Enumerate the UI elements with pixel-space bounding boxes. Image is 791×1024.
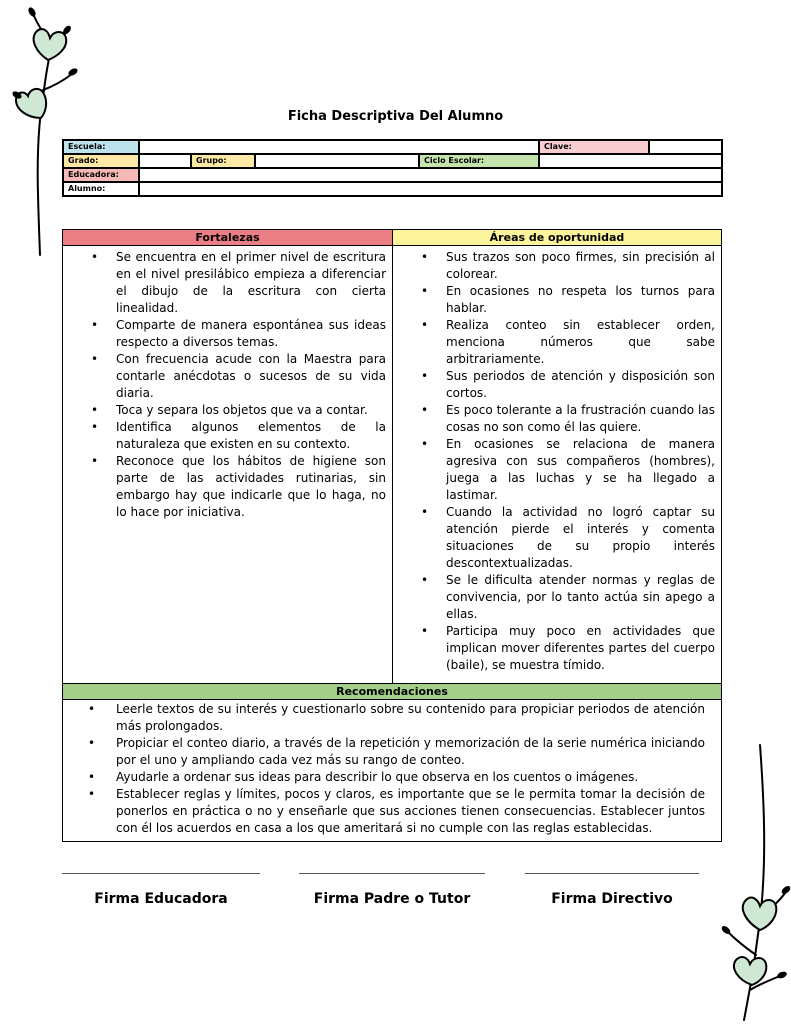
list-item: • Ayudarle a ordenar sus ideas para describir lo que observa en los cuentos o imágenes. <box>78 769 705 786</box>
escuela-field[interactable] <box>139 140 539 154</box>
recomendaciones-list <box>63 700 721 837</box>
ciclo-escolar-label: Ciclo Escolar: <box>419 154 539 168</box>
list-item: • Sus trazos son poco firmes, sin precisión al colorear. <box>411 249 715 283</box>
fortalezas-cell <box>63 246 392 684</box>
clave-label: Clave: <box>539 140 649 154</box>
signature-line-directivo <box>525 873 699 874</box>
firma-directivo-label: Firma Directivo <box>551 891 673 907</box>
signature-line-padre <box>299 873 485 874</box>
list-item: • Propiciar el conteo diario, a través de la repetición y memorización de la serie numérica iniciando por el uno y ampliando cada vez más su rango de conteo. <box>78 735 705 769</box>
list-item: • En ocasiones no respeta los turnos para hablar. <box>411 283 715 317</box>
educadora-label: Educadora: <box>63 168 139 182</box>
recomendaciones-cell <box>63 700 721 841</box>
ciclo-escolar-field[interactable] <box>539 154 722 168</box>
list-item: • En ocasiones se relaciona de manera agresiva con sus compañeros (hombres), juega a las luchas y se ha llegado a lastimar. <box>411 436 715 504</box>
firma-padre-label: Firma Padre o Tutor <box>313 891 471 907</box>
recomendaciones-header: Recomendaciones <box>63 684 721 700</box>
areas-oportunidad-cell <box>393 246 721 684</box>
alumno-field[interactable] <box>139 182 722 196</box>
educadora-field[interactable] <box>139 168 722 182</box>
firma-educadora-label: Firma Educadora <box>94 891 228 907</box>
alumno-label: Alumno: <box>63 182 139 196</box>
list-item: • Se encuentra en el primer nivel de escritura en el nivel presilábico empieza a diferenciar el dibujo de la escritura con cierta linealidad. <box>81 249 386 317</box>
clave-field[interactable] <box>649 140 722 154</box>
fortalezas-list <box>63 246 392 521</box>
list-item: • Cuando la actividad no logró captar su atención pierde el interés y comenta situaciones de su propio interés descontextualizadas. <box>411 504 715 572</box>
list-item: • Comparte de manera espontánea sus ideas respecto a diversos temas. <box>81 317 386 351</box>
escuela-label: Escuela: <box>63 140 139 154</box>
areas-oportunidad-list <box>393 246 721 674</box>
areas-oportunidad-header: Áreas de oportunidad <box>393 230 721 246</box>
list-item: • Reconoce que los hábitos de higiene son parte de las actividades rutinarias, sin embargo hay que indicarle que lo haga, no lo hace por iniciativa. <box>81 453 386 521</box>
plant-decoration-top-left <box>0 0 110 260</box>
evaluation-table <box>62 229 722 842</box>
grado-label: Grado: <box>63 154 139 168</box>
list-item: • Participa muy poco en actividades que implican mover diferentes partes del cuerpo (baile), se muestra tímido. <box>411 623 715 674</box>
list-item: • Toca y separa los objetos que va a contar. <box>81 402 386 419</box>
fortalezas-header: Fortalezas <box>63 230 392 246</box>
signature-line-educadora <box>62 873 260 874</box>
list-item: • Con frecuencia acude con la Maestra para contarle anécdotas o sucesos de su vida diaria. <box>81 351 386 402</box>
list-item: • Realiza conteo sin establecer orden, menciona números que sabe arbitrariamente. <box>411 317 715 368</box>
list-item: • Identifica algunos elementos de la naturaleza que existen en su contexto. <box>81 419 386 453</box>
list-item: • Establecer reglas y límites, pocos y claros, es importante que se le permita tomar la decisión de ponerlos en práctica o no y enseñarle que sus acciones tienen consecuencias. Establecer juntos con él los acuerdos en casa a los que ameritará si no cumple con las reglas establecidas. <box>78 786 705 837</box>
student-info-table <box>62 139 721 197</box>
list-item: • Leerle textos de su interés y cuestionarlo sobre su contenido para propiciar periodos de atención más prolongados. <box>78 701 705 735</box>
grado-field[interactable] <box>139 154 191 168</box>
list-item: • Se le dificulta atender normas y reglas de convivencia, por lo tanto actúa sin apego a ellas. <box>411 572 715 623</box>
document-title: Ficha Descriptiva Del Alumno <box>287 109 504 124</box>
grupo-field[interactable] <box>255 154 419 168</box>
list-item: • Sus periodos de atención y disposición son cortos. <box>411 368 715 402</box>
list-item: • Es poco tolerante a la frustración cuando las cosas no son como él las quiere. <box>411 402 715 436</box>
grupo-label: Grupo: <box>191 154 255 168</box>
